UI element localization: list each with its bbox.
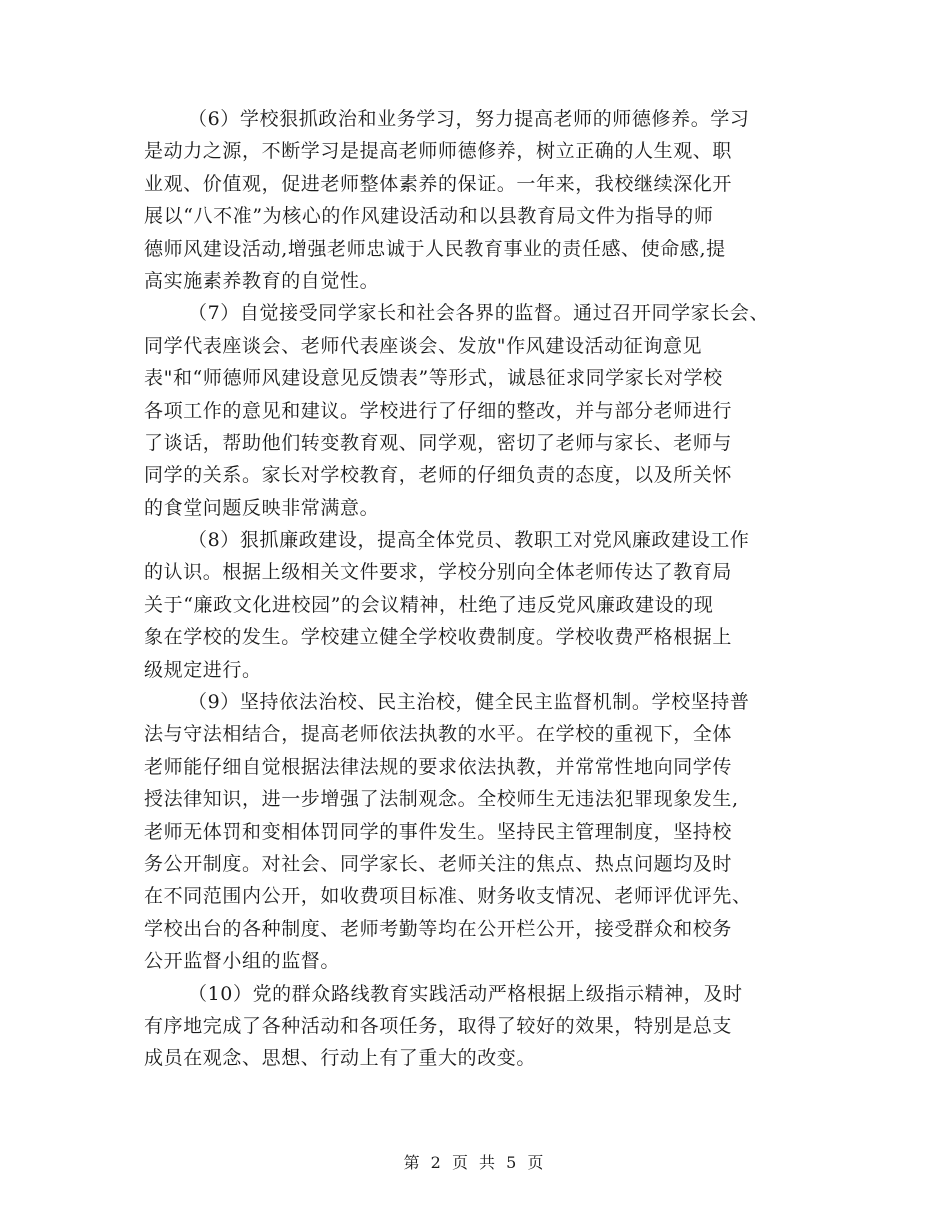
text-line: 高实施素养教育的自觉性。: [144, 269, 380, 292]
paragraph: [144, 297, 824, 524]
text-line: 成员在观念、思想、行动上有了重大的改变。: [144, 1047, 537, 1070]
text-line: 的认识。根据上级相关文件要求，学校分别向全体老师传达了教育局: [144, 561, 733, 584]
paragraph: [144, 103, 824, 297]
text-line: 各项工作的意见和建议。学校进行了仔细的整改，并与部分老师进行: [144, 399, 733, 422]
text-line: 老师无体罚和变相体罚同学的事件发生。坚持民主管理制度，坚持校: [144, 820, 733, 843]
text-line: （7）自觉接受同学家长和社会各界的监督。通过召开同学家长会、: [188, 302, 770, 325]
paragraph: [144, 686, 824, 978]
text-line: 同学代表座谈会、老师代表座谈会、发放"作风建设活动征询意见: [144, 334, 703, 357]
document-body: [144, 103, 824, 1075]
text-line: 象在学校的发生。学校建立健全学校收费制度。学校收费严格根据上: [144, 626, 733, 649]
text-line: 同学的关系。家长对学校教育，老师的仔细负责的态度，以及所关怀: [144, 464, 733, 487]
text-line: 是动力之源，不断学习是提高老师师德修养，树立正确的人生观、职: [144, 140, 733, 163]
text-line: 表"和“师德师风建设意见反馈表”等形式，诚恳征求同学家长对学校: [144, 367, 723, 390]
text-line: （9）坚持依法治校、民主治校，健全民主监督机制。学校坚持普: [188, 691, 750, 714]
page-number-footer: 第 2 页 共 5 页: [403, 1153, 547, 1172]
text-line: 关于“廉政文化进校园”的会议精神，杜绝了违反党风廉政建设的现: [144, 593, 714, 616]
text-line: 务公开制度。对社会、同学家长、老师关注的焦点、热点问题均及时: [144, 852, 733, 875]
text-line: 公开监督小组的监督。: [144, 950, 341, 973]
paragraph: [144, 524, 824, 686]
paragraph: [144, 978, 824, 1075]
text-line: 有序地完成了各种活动和各项任务，取得了较好的效果，特别是总支: [144, 1014, 733, 1037]
text-line: 级规定进行。: [144, 658, 262, 681]
text-line: 在不同范围内公开，如收费项目标准、财务收支情况、老师评优评先、: [144, 885, 752, 908]
text-line: 业观、价值观，促进老师整体素养的保证。一年来，我校继续深化开: [144, 172, 733, 195]
text-line: （10）党的群众路线教育实践活动严格根据上级指示精神，及时: [188, 982, 743, 1005]
text-line: （8）狠抓廉政建设，提高全体党员、教职工对党风廉政建设工作: [188, 529, 750, 552]
text-line: 德师风建设活动,增强老师忠诚于人民教育事业的责任感、使命感,提: [144, 237, 726, 260]
text-line: 了谈话，帮助他们转变教育观、同学观，密切了老师与家长、老师与: [144, 431, 733, 454]
text-line: 老师能仔细自觉根据法律法规的要求依法执教，并常常性地向同学传: [144, 755, 733, 778]
text-line: 展以“八不准”为核心的作风建设活动和以县教育局文件为指导的师: [144, 205, 714, 228]
text-line: 授法律知识，进一步增强了法制观念。全校师生无违法犯罪现象发生,: [144, 788, 739, 811]
text-line: 学校出台的各种制度、老师考勤等均在公开栏公开，接受群众和校务: [144, 917, 733, 940]
text-line: 的食堂问题反映非常满意。: [144, 496, 380, 519]
text-line: （6）学校狠抓政治和业务学习，努力提高老师的师德修养。学习: [188, 108, 750, 130]
text-line: 法与守法相结合，提高老师依法执教的水平。在学校的重视下，全体: [144, 723, 733, 746]
